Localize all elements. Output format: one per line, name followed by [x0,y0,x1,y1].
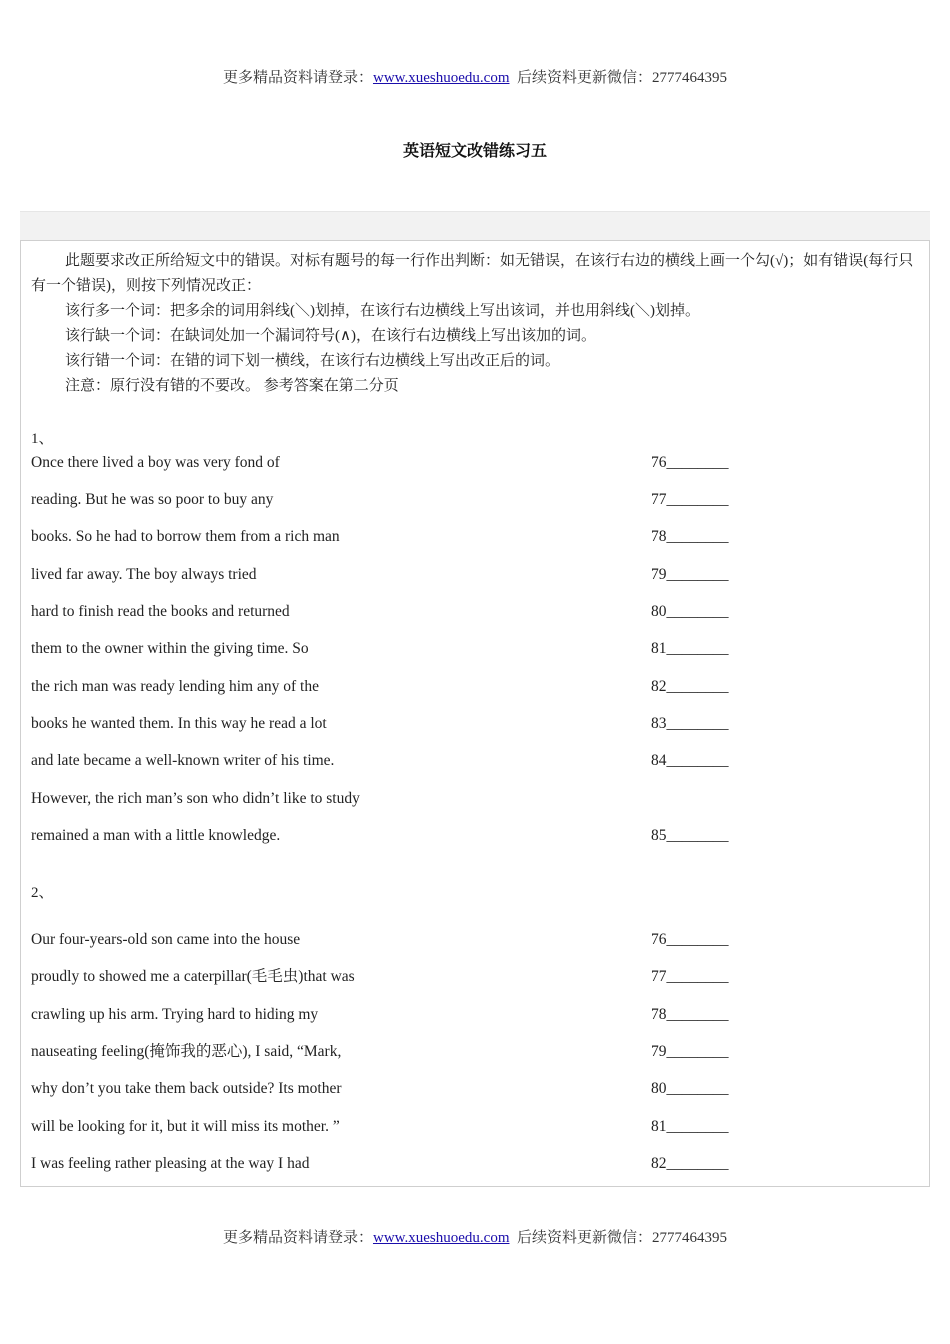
instruction-line: 此题要求改正所给短文中的错误。对标有题号的每一行作出判断：如无错误，在该行右边的横线上画一个勾(√)；如有错误(每行只有一个错误)，则按下列情况改正： [31,253,914,294]
exercise-line [31,787,911,811]
exercise-line [31,525,911,549]
answer-blank: 76________ [651,931,729,948]
header-link[interactable]: www.xueshuoedu.com [372,70,510,86]
page-title: 英语短文改错练习五 [402,143,547,160]
answer-blank: 81________ [651,640,729,657]
line-text: Once there lived a boy was very fond of [31,454,280,471]
exercise-box [20,240,930,1187]
line-text: crawling up his arm. Trying hard to hiding my [31,1006,319,1023]
instruction-line: 注意：原行没有错的不要改。 参考答案在第二分页 [65,378,399,394]
exercise-line [31,965,911,989]
answer-blank: 83________ [651,715,729,732]
answer-blank: 78________ [651,528,729,545]
exercise-line [31,488,911,512]
line-text: I was feeling rather pleasing at the way I had [31,1155,310,1172]
line-text: why don’t you take them back outside? Its mother [31,1080,342,1097]
answer-blank: 82________ [651,1155,729,1172]
answer-blank: 80________ [651,603,729,620]
header-suffix: 后续资料更新微信：2777464395 [517,70,728,86]
answer-blank: 79________ [651,1043,729,1060]
page-header [0,66,950,87]
instruction-line: 该行缺一个词：在缺词处加一个漏词符号(∧)，在该行右边横线上写出该加的词。 [65,328,596,344]
exercise-line [31,824,911,848]
exercise-line [31,1152,911,1176]
answer-blank: 77________ [651,491,729,508]
exercise-line [31,451,911,475]
line-text: However, the rich man’s son who didn’t like to study [31,790,360,807]
exercise-line [31,600,911,624]
footer-prefix: 更多精品资料请登录： [222,1230,373,1246]
line-text: the rich man was ready lending him any of the [31,678,319,695]
line-text: books he wanted them. In this way he read a lot [31,715,327,732]
answer-blank: 81________ [651,1118,729,1135]
instructions [31,249,923,399]
exercise-line [31,1003,911,1027]
answer-blank: 84________ [651,752,729,769]
answer-blank: 77________ [651,968,729,985]
instruction-line: 该行错一个词：在错的词下划一横线，在该行右边横线上写出改正后的词。 [65,353,561,369]
section-label: 2、 [31,885,54,901]
answer-blank: 85________ [651,827,729,844]
exercise-line [31,1040,911,1064]
exercise-line [31,1077,911,1101]
line-text: remained a man with a little knowledge. [31,827,281,844]
answer-blank: 82________ [651,678,729,695]
footer-link[interactable]: www.xueshuoedu.com [372,1230,510,1246]
instruction-line: 该行多一个词：把多余的词用斜线(＼)划掉，在该行右边横线上写出该词，并也用斜线(＼)划掉。 [65,303,700,319]
line-text: reading. But he was so poor to buy any [31,491,274,508]
line-text: Our four-years-old son came into the house [31,931,301,948]
answer-blank: 78________ [651,1006,729,1023]
line-text: will be looking for it, but it will miss its mother. ” [31,1118,340,1135]
footer-suffix: 后续资料更新微信：2777464395 [517,1230,728,1246]
line-text: lived far away. The boy always tried [31,566,257,583]
grey-band [20,211,930,240]
line-text: them to the owner within the giving time. So [31,640,309,657]
answer-blank: 79________ [651,566,729,583]
section-label: 1、 [31,431,54,447]
line-text: proudly to showed me a caterpillar(毛毛虫)that was [31,968,355,985]
exercise-line [31,928,911,952]
exercise-line [31,637,911,661]
line-text: books. So he had to borrow them from a rich man [31,528,340,545]
exercise-line [31,1115,911,1139]
exercise-line [31,563,911,587]
line-text: hard to finish read the books and returned [31,603,290,620]
exercise-line [31,749,911,773]
header-prefix: 更多精品资料请登录： [222,70,373,86]
exercise-line [31,675,911,699]
answer-blank: 80________ [651,1080,729,1097]
answer-blank: 76________ [651,454,729,471]
page-footer [0,1226,950,1247]
line-text: and late became a well-known writer of his time. [31,752,335,769]
exercise-line [31,712,911,736]
line-text: nauseating feeling(掩饰我的恶心), I said, “Mark, [31,1043,342,1060]
